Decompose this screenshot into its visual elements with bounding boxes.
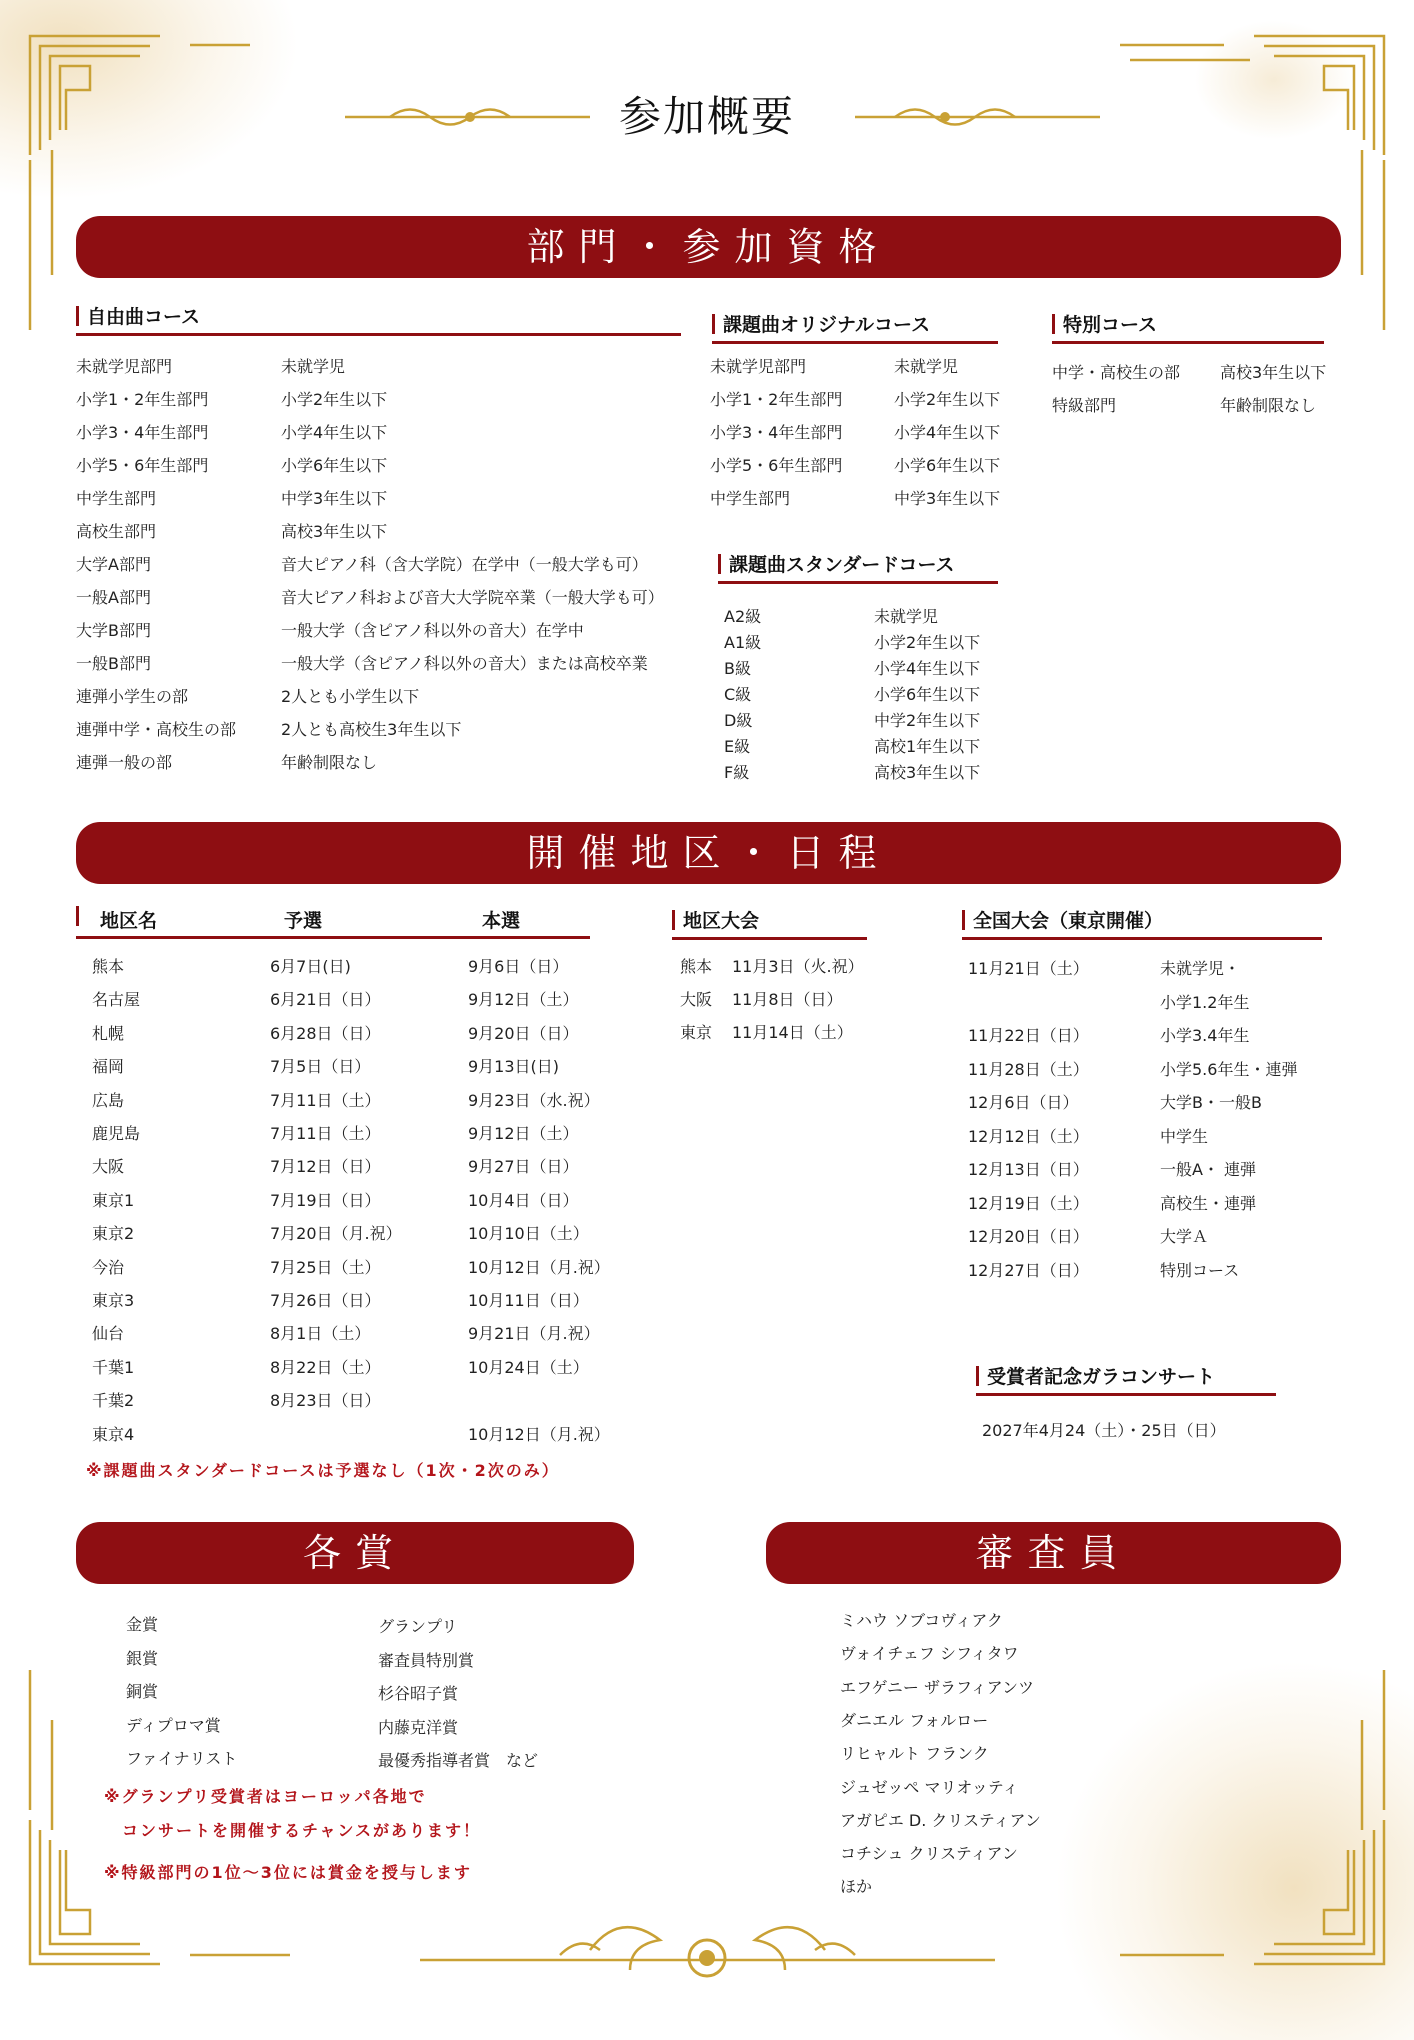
std-row-6-name: F級 (724, 763, 750, 782)
free-row-1-name: 小学1・2年生部門 (76, 390, 209, 409)
free-row-10-req: 2人とも小学生以下 (281, 687, 420, 706)
heading-bar (76, 306, 79, 326)
orig-row-3-req: 小学6年生以下 (894, 456, 1001, 475)
reg-11-area: 仙台 (92, 1324, 125, 1344)
national-2-date: 11月22日（日） (968, 1026, 1089, 1045)
free-row-11-name: 連弾中学・高校生の部 (76, 720, 237, 739)
reg-13-area: 千葉2 (92, 1391, 135, 1411)
reg-7-prelim: 7月19日（日） (270, 1190, 381, 1210)
judge-8: ほか (840, 1877, 873, 1897)
reg-10-main: 10月11日（日） (468, 1291, 589, 1310)
district-heading: 地区大会 (672, 906, 867, 940)
banner-judges: 審査員 (766, 1522, 1341, 1584)
orig-row-0-req: 未就学児 (894, 357, 959, 376)
free-row-6-req: 音大ピアノ科（含大学院）在学中（一般大学も可） (281, 555, 648, 574)
free-row-3-req: 小学6年生以下 (281, 456, 388, 475)
free-row-9-req: 一般大学（含ピアノ科以外の音大）または高校卒業 (281, 654, 648, 673)
reg-8-prelim: 7月20日（月.祝） (270, 1224, 402, 1244)
reg-12-area: 千葉1 (92, 1357, 135, 1377)
free-row-2-name: 小学3・4年生部門 (76, 423, 209, 442)
national-1-div: 小学1.2年生 (1160, 992, 1250, 1012)
heading-bar (76, 906, 79, 926)
national-5-div: 中学生 (1160, 1126, 1209, 1146)
reg-0-main: 9月6日（日） (468, 957, 569, 976)
award-col2-4: 最優秀指導者賞 など (378, 1751, 539, 1770)
std-row-3-req: 小学6年生以下 (874, 685, 981, 704)
reg-7-area: 東京1 (92, 1190, 135, 1210)
orig-row-4-name: 中学生部門 (710, 489, 791, 508)
reg-11-prelim: 8月1日（土） (270, 1324, 371, 1344)
orig-row-0-name: 未就学児部門 (710, 357, 807, 376)
district-2-date: 11月14日（土） (732, 1023, 853, 1042)
award-col2-3: 内藤克洋賞 (378, 1717, 459, 1737)
award-col1-1: 銀賞 (126, 1648, 159, 1668)
standard-course-note: ※課題曲スタンダードコースは予選なし（1次・2次のみ） (86, 1461, 560, 1480)
reg-0-area: 熊本 (92, 957, 125, 976)
reg-2-main: 9月20日（日） (468, 1023, 579, 1043)
award-col1-4: ファイナリスト (126, 1749, 238, 1768)
orig-row-2-name: 小学3・4年生部門 (710, 423, 843, 442)
gala-heading: 受賞者記念ガラコンサート (976, 1362, 1276, 1396)
reg-9-area: 今治 (92, 1257, 125, 1277)
national-heading: 全国大会（東京開催） (962, 906, 1322, 940)
special-row-0-req: 高校3年生以下 (1220, 363, 1327, 382)
std-row-6-req: 高校3年生以下 (874, 763, 981, 782)
free-row-4-req: 中学3年生以下 (281, 489, 388, 508)
heading-bar (712, 314, 715, 334)
free-row-8-req: 一般大学（含ピアノ科以外の音大）在学中 (281, 621, 584, 640)
judge-6: アガピエ D. クリスティアン (840, 1810, 1041, 1830)
national-8-date: 12月20日（日） (968, 1227, 1089, 1246)
free-row-3-name: 小学5・6年生部門 (76, 456, 209, 475)
national-0-div: 未就学児・ (1160, 959, 1241, 978)
orig-row-1-req: 小学2年生以下 (894, 390, 1001, 409)
free-row-0-name: 未就学児部門 (76, 357, 173, 376)
free-row-12-name: 連弾一般の部 (76, 753, 173, 772)
std-row-2-req: 小学4年生以下 (874, 659, 981, 678)
judge-1: ヴォイチェフ シフィタワ (840, 1644, 1019, 1664)
reg-9-prelim: 7月25日（土） (270, 1257, 381, 1277)
national-4-date: 12月6日（日） (968, 1093, 1079, 1112)
reg-3-prelim: 7月5日（日） (270, 1057, 371, 1077)
reg-0-prelim: 6月7日(日) (270, 957, 351, 976)
national-6-date: 12月13日（日） (968, 1160, 1089, 1179)
free-row-10-name: 連弾小学生の部 (76, 687, 189, 706)
std-row-5-name: E級 (724, 737, 751, 756)
reg-12-prelim: 8月22日（土） (270, 1357, 381, 1377)
heading-bar (672, 910, 675, 930)
reg-13-prelim: 8月23日（日） (270, 1391, 381, 1411)
free-row-8-name: 大学B部門 (76, 621, 151, 640)
award-col2-1: 審査員特別賞 (378, 1650, 475, 1670)
header-prelim: 予選 (284, 910, 323, 932)
award-col2-0: グランプリ (378, 1617, 458, 1636)
award-note-2: ※特級部門の1位〜3位には賞金を授与します (104, 1863, 472, 1882)
special-row-0-name: 中学・高校生の部 (1052, 363, 1181, 382)
reg-11-main: 9月21日（月.祝） (468, 1324, 600, 1344)
heading-bar (976, 1366, 979, 1386)
special-row-1-req: 年齢制限なし (1220, 396, 1317, 415)
national-7-div: 高校生・連弾 (1160, 1193, 1257, 1213)
orig-row-3-name: 小学5・6年生部門 (710, 456, 843, 475)
national-7-date: 12月19日（土） (968, 1193, 1089, 1213)
std-row-0-name: A2級 (724, 607, 762, 626)
reg-4-prelim: 7月11日（土） (270, 1090, 381, 1110)
std-row-2-name: B級 (724, 659, 751, 678)
reg-5-prelim: 7月11日（土） (270, 1124, 381, 1143)
award-note-0: ※グランプリ受賞者はヨーロッパ各地で (104, 1787, 427, 1806)
free-row-0-req: 未就学児 (281, 357, 346, 376)
std-row-1-name: A1級 (724, 633, 762, 652)
judge-4: リヒャルト フランク (840, 1744, 989, 1764)
regional-table-header (76, 906, 590, 939)
std-row-4-req: 中学2年生以下 (874, 711, 981, 730)
reg-5-main: 9月12日（土） (468, 1124, 579, 1143)
orig-row-1-name: 小学1・2年生部門 (710, 390, 843, 409)
std-row-1-req: 小学2年生以下 (874, 633, 981, 652)
judge-0: ミハウ ソブコヴィアク (840, 1611, 1003, 1630)
free-row-6-name: 大学A部門 (76, 555, 151, 574)
special-row-1-name: 特級部門 (1052, 396, 1117, 415)
reg-1-prelim: 6月21日（日） (270, 990, 381, 1010)
free-row-2-req: 小学4年生以下 (281, 423, 388, 442)
banner-schedule: 開催地区・日程 (76, 822, 1341, 884)
judge-2: エフゲニー ザラフィアンツ (840, 1677, 1035, 1697)
judge-5: ジュゼッペ マリオッティ (840, 1777, 1019, 1797)
free-row-12-req: 年齢制限なし (281, 753, 378, 772)
national-5-date: 12月12日（土） (968, 1126, 1089, 1146)
free-row-11-req: 2人とも高校生3年生以下 (281, 720, 462, 739)
reg-10-area: 東京3 (92, 1291, 135, 1310)
free-row-5-name: 高校生部門 (76, 522, 157, 541)
national-9-date: 12月27日（日） (968, 1260, 1089, 1280)
reg-5-area: 鹿児島 (92, 1124, 141, 1143)
award-col2-2: 杉谷昭子賞 (378, 1684, 459, 1703)
orig-row-2-req: 小学4年生以下 (894, 423, 1001, 442)
std-row-3-name: C級 (724, 685, 752, 704)
reg-14-main: 10月12日（月.祝） (468, 1424, 610, 1444)
district-0-area: 熊本 (680, 957, 713, 976)
award-col1-3: ディプロマ賞 (126, 1715, 221, 1735)
std-row-0-req: 未就学児 (874, 607, 939, 626)
reg-3-main: 9月13日(日) (468, 1057, 560, 1077)
heading-bar (1052, 314, 1055, 334)
reg-1-main: 9月12日（土） (468, 990, 579, 1010)
orig-row-4-req: 中学3年生以下 (894, 489, 1001, 508)
national-8-div: 大学Ａ (1160, 1227, 1209, 1246)
reg-10-prelim: 7月26日（日） (270, 1291, 381, 1310)
banner-awards: 各賞 (76, 1522, 634, 1584)
free-row-7-req: 音大ピアノ科および音大大学院卒業（一般大学も可） (281, 588, 664, 607)
national-0-date: 11月21日（土） (968, 959, 1089, 978)
national-9-div: 特別コース (1160, 1260, 1240, 1280)
award-note-1: コンサートを開催するチャンスがあります！ (104, 1821, 482, 1840)
reg-7-main: 10月4日（日） (468, 1190, 579, 1210)
award-col1-2: 銅賞 (126, 1682, 159, 1701)
free-row-5-req: 高校3年生以下 (281, 522, 388, 541)
reg-6-prelim: 7月12日（日） (270, 1157, 381, 1177)
reg-3-area: 福岡 (92, 1057, 125, 1077)
reg-14-area: 東京4 (92, 1424, 135, 1444)
national-4-div: 大学B・一般B (1160, 1093, 1262, 1112)
reg-8-main: 10月10日（土） (468, 1224, 589, 1244)
award-col1-0: 金賞 (126, 1615, 159, 1634)
district-2-area: 東京 (680, 1023, 713, 1042)
reg-9-main: 10月12日（月.祝） (468, 1257, 610, 1277)
header-main: 本選 (482, 910, 521, 932)
free-row-4-name: 中学生部門 (76, 489, 157, 508)
reg-2-prelim: 6月28日（日） (270, 1023, 381, 1043)
reg-6-main: 9月27日（日） (468, 1157, 579, 1177)
national-3-date: 11月28日（土） (968, 1059, 1089, 1079)
reg-2-area: 札幌 (92, 1023, 125, 1043)
free-row-1-req: 小学2年生以下 (281, 390, 388, 409)
free-course-heading: 自由曲コース (76, 302, 681, 336)
national-6-div: 一般A・ 連弾 (1160, 1160, 1257, 1179)
reg-1-area: 名古屋 (92, 990, 141, 1010)
district-1-date: 11月8日（日） (732, 990, 843, 1009)
original-course-heading: 課題曲オリジナルコース (712, 310, 998, 344)
judge-3: ダニエル フォルロー (840, 1710, 989, 1730)
reg-8-area: 東京2 (92, 1224, 135, 1244)
reg-12-main: 10月24日（土） (468, 1357, 589, 1377)
heading-bar (962, 910, 965, 930)
header-area: 地区名 (100, 910, 158, 932)
gala-date: 2027年4月24（土）・25日（日） (982, 1421, 1226, 1440)
heading-bar (718, 554, 721, 574)
std-row-4-name: D級 (724, 711, 753, 730)
standard-course-heading: 課題曲スタンダードコース (718, 550, 998, 584)
national-2-div: 小学3.4年生 (1160, 1026, 1250, 1045)
page-title: 参加概要 (618, 92, 795, 141)
free-row-9-name: 一般B部門 (76, 654, 151, 673)
reg-6-area: 大阪 (92, 1157, 125, 1177)
special-course-heading: 特別コース (1052, 310, 1324, 344)
std-row-5-req: 高校1年生以下 (874, 737, 981, 756)
judge-7: コチシュ クリスティアン (840, 1844, 1018, 1864)
district-0-date: 11月3日（火.祝） (732, 957, 864, 976)
reg-4-main: 9月23日（水.祝） (468, 1090, 600, 1110)
reg-4-area: 広島 (92, 1090, 125, 1110)
district-1-area: 大阪 (680, 990, 713, 1009)
banner-divisions: 部門・参加資格 (76, 216, 1341, 278)
national-3-div: 小学5.6年生・連弾 (1160, 1059, 1298, 1079)
free-row-7-name: 一般A部門 (76, 588, 151, 607)
